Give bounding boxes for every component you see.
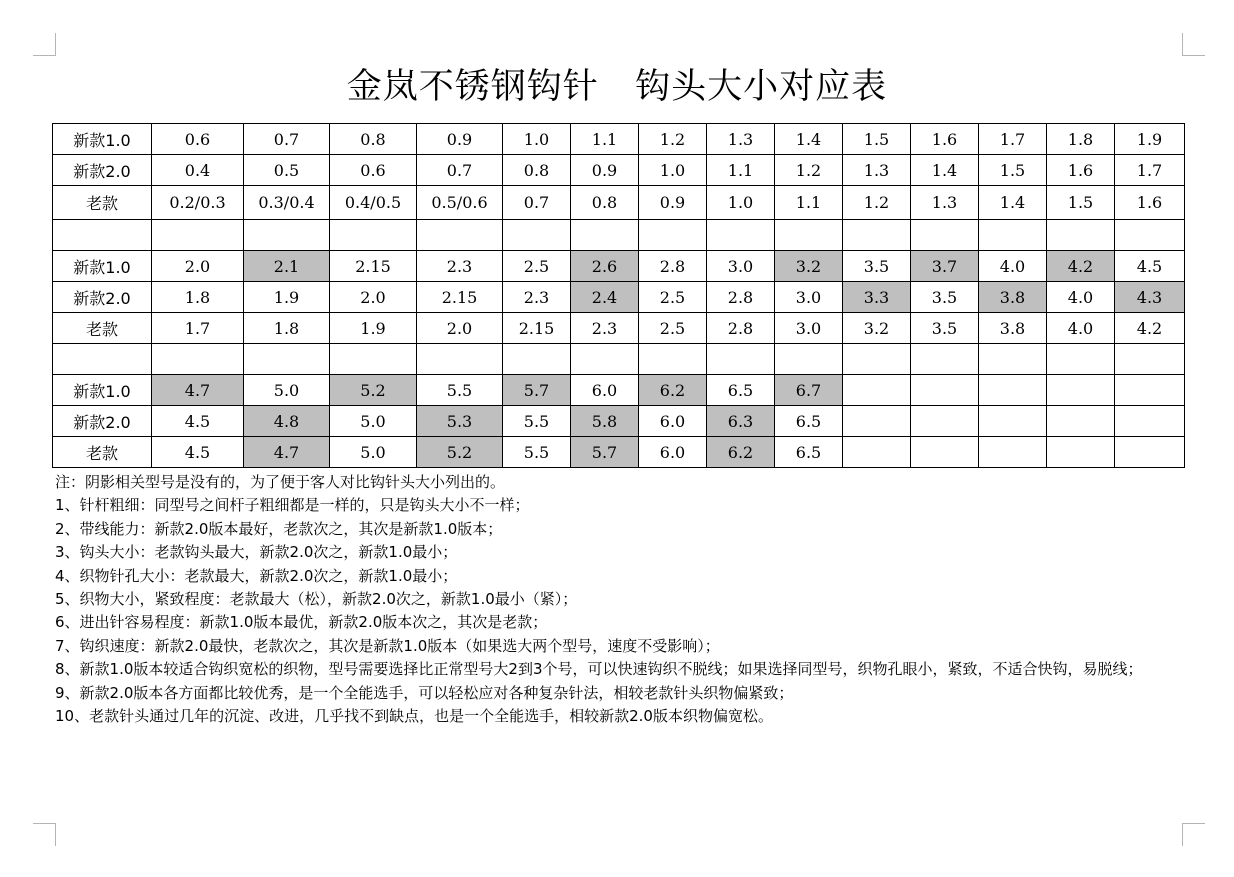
size-cell: 1.7	[979, 124, 1047, 155]
size-cell: 1.8	[1047, 124, 1115, 155]
size-cell: 1.4	[911, 155, 979, 186]
size-cell	[639, 220, 707, 251]
size-cell	[911, 220, 979, 251]
size-cell: 5.5	[503, 406, 571, 437]
size-cell: 2.8	[639, 251, 707, 282]
size-cell: 6.5	[707, 375, 775, 406]
table-row	[53, 313, 1185, 344]
size-cell: 3.0	[775, 313, 843, 344]
size-cell: 0.8	[503, 155, 571, 186]
row-label: 新款2.0	[53, 282, 152, 313]
table-row	[53, 220, 1185, 251]
size-cell: 4.2	[1047, 251, 1115, 282]
size-cell	[1047, 220, 1115, 251]
note-item: 1、针杆粗细：同型号之间杆子粗细都是一样的，只是钩头大小不一样；	[55, 496, 530, 515]
size-cell	[503, 220, 571, 251]
table-row	[53, 251, 1185, 282]
size-cell	[911, 406, 979, 437]
size-cell	[843, 406, 911, 437]
size-cell: 5.7	[503, 375, 571, 406]
size-cell: 6.2	[639, 375, 707, 406]
size-cell: 3.2	[775, 251, 843, 282]
size-cell: 2.5	[503, 251, 571, 282]
size-cell: 2.0	[330, 282, 417, 313]
row-label	[53, 220, 152, 251]
table-row	[53, 124, 1185, 155]
size-cell	[330, 220, 417, 251]
size-cell: 0.7	[417, 155, 503, 186]
size-cell: 1.0	[503, 124, 571, 155]
size-cell	[979, 220, 1047, 251]
row-label: 新款2.0	[53, 155, 152, 186]
size-cell: 3.2	[843, 313, 911, 344]
size-cell	[244, 344, 330, 375]
size-cell: 1.8	[152, 282, 244, 313]
table-row	[53, 437, 1185, 468]
table-row	[53, 375, 1185, 406]
size-table-body	[53, 124, 1185, 468]
size-cell	[843, 220, 911, 251]
size-cell: 2.4	[571, 282, 639, 313]
size-cell	[1115, 406, 1185, 437]
size-cell: 0.8	[571, 186, 639, 220]
note-item: 2、带线能力：新款2.0版本最好，老款次之，其次是新款1.0版本；	[55, 519, 503, 538]
size-cell	[1115, 344, 1185, 375]
note-item: 9、新款2.0版本各方面都比较优秀，是一个全能选手，可以轻松应对各种复杂针法，相较老款针头织物偏紧致；	[55, 683, 794, 702]
size-cell	[775, 220, 843, 251]
row-label	[53, 344, 152, 375]
size-cell	[979, 437, 1047, 468]
size-cell: 2.3	[417, 251, 503, 282]
size-cell: 6.0	[639, 437, 707, 468]
size-cell	[775, 344, 843, 375]
size-cell	[1115, 375, 1185, 406]
size-cell: 2.3	[503, 282, 571, 313]
size-cell: 1.5	[843, 124, 911, 155]
size-cell: 2.8	[707, 282, 775, 313]
size-cell: 1.1	[707, 155, 775, 186]
size-cell	[330, 344, 417, 375]
size-cell: 0.5	[244, 155, 330, 186]
row-label: 新款1.0	[53, 375, 152, 406]
size-cell: 0.6	[330, 155, 417, 186]
size-cell: 1.3	[911, 186, 979, 220]
table-row	[53, 155, 1185, 186]
size-cell: 4.3	[1115, 282, 1185, 313]
size-cell: 4.5	[152, 406, 244, 437]
note-item: 3、钩头大小：老款钩头最大，新款2.0次之，新款1.0最小；	[55, 543, 458, 562]
size-cell: 1.6	[1047, 155, 1115, 186]
size-cell: 1.8	[244, 313, 330, 344]
size-cell	[843, 375, 911, 406]
table-row	[53, 344, 1185, 375]
note-item: 4、织物针孔大小：老款最大，新款2.0次之，新款1.0最小；	[55, 566, 458, 585]
size-cell	[911, 344, 979, 375]
note-item: 10、老款针头通过几年的沉淀、改进，几乎找不到缺点，也是一个全能选手，相较新款2.0版本织物偏宽松。	[55, 707, 773, 726]
size-cell: 5.7	[571, 437, 639, 468]
size-cell: 0.9	[571, 155, 639, 186]
size-cell: 5.8	[571, 406, 639, 437]
size-cell: 0.4	[152, 155, 244, 186]
size-cell	[911, 437, 979, 468]
size-cell: 3.3	[843, 282, 911, 313]
size-cell: 5.2	[417, 437, 503, 468]
size-cell: 1.3	[707, 124, 775, 155]
size-cell: 5.2	[330, 375, 417, 406]
size-cell: 3.7	[911, 251, 979, 282]
size-cell: 5.3	[417, 406, 503, 437]
size-cell: 3.5	[911, 313, 979, 344]
size-cell: 4.7	[152, 375, 244, 406]
size-cell	[1047, 375, 1115, 406]
size-cell	[843, 344, 911, 375]
size-cell: 4.0	[979, 251, 1047, 282]
size-cell: 2.15	[503, 313, 571, 344]
size-cell: 6.2	[707, 437, 775, 468]
size-cell: 6.7	[775, 375, 843, 406]
size-cell: 1.2	[843, 186, 911, 220]
size-cell	[639, 344, 707, 375]
size-cell: 0.6	[152, 124, 244, 155]
size-cell	[843, 437, 911, 468]
size-cell: 0.8	[330, 124, 417, 155]
note-item: 5、织物大小，紧致程度：老款最大（松），新款2.0次之，新款1.0最小（紧）；	[55, 590, 578, 609]
size-cell: 1.1	[571, 124, 639, 155]
size-cell: 1.4	[979, 186, 1047, 220]
note-disclaimer: 注：阴影相关型号是没有的，为了便于客人对比钩针头大小列出的。	[55, 473, 506, 491]
size-cell: 5.0	[330, 406, 417, 437]
size-cell: 4.7	[244, 437, 330, 468]
size-cell	[707, 220, 775, 251]
size-cell: 0.4/0.5	[330, 186, 417, 220]
size-cell: 4.0	[1047, 282, 1115, 313]
size-cell: 2.1	[244, 251, 330, 282]
size-table	[52, 123, 1185, 468]
size-cell: 3.0	[707, 251, 775, 282]
size-cell	[244, 220, 330, 251]
size-cell	[1047, 406, 1115, 437]
size-cell: 0.9	[417, 124, 503, 155]
size-cell	[1115, 437, 1185, 468]
size-cell: 2.0	[417, 313, 503, 344]
size-cell: 1.2	[775, 155, 843, 186]
size-cell: 0.7	[244, 124, 330, 155]
size-cell	[571, 220, 639, 251]
crop-mark-top-left	[33, 33, 56, 56]
size-cell	[152, 344, 244, 375]
size-cell: 0.2/0.3	[152, 186, 244, 220]
size-cell: 0.3/0.4	[244, 186, 330, 220]
size-cell: 4.8	[244, 406, 330, 437]
size-cell: 1.9	[244, 282, 330, 313]
size-cell: 5.5	[503, 437, 571, 468]
size-cell	[979, 344, 1047, 375]
size-cell: 1.3	[843, 155, 911, 186]
row-label: 老款	[53, 186, 152, 220]
size-cell: 1.5	[1047, 186, 1115, 220]
size-cell	[1115, 220, 1185, 251]
row-label: 老款	[53, 313, 152, 344]
size-cell	[417, 220, 503, 251]
size-cell: 0.9	[639, 186, 707, 220]
size-cell: 0.5/0.6	[417, 186, 503, 220]
size-cell: 0.7	[503, 186, 571, 220]
size-cell: 4.2	[1115, 313, 1185, 344]
size-cell: 6.0	[571, 375, 639, 406]
size-cell	[1047, 344, 1115, 375]
size-cell: 1.1	[775, 186, 843, 220]
row-label: 新款1.0	[53, 251, 152, 282]
size-cell	[1047, 437, 1115, 468]
size-cell	[152, 220, 244, 251]
size-cell: 1.9	[330, 313, 417, 344]
size-cell	[911, 375, 979, 406]
size-cell: 6.0	[639, 406, 707, 437]
crop-mark-top-right	[1182, 33, 1205, 56]
note-item: 6、进出针容易程度：新款1.0版本最优，新款2.0版本次之，其次是老款；	[55, 613, 548, 632]
note-item: 7、钩织速度：新款2.0最快，老款次之，其次是新款1.0版本（如果选大两个型号，速度不受影响）；	[55, 636, 720, 655]
size-cell: 5.5	[417, 375, 503, 406]
table-row	[53, 282, 1185, 313]
size-cell: 4.5	[152, 437, 244, 468]
size-cell: 4.0	[1047, 313, 1115, 344]
size-cell: 1.0	[707, 186, 775, 220]
size-cell: 3.8	[979, 282, 1047, 313]
table-row	[53, 186, 1185, 220]
crop-mark-bottom-right	[1182, 823, 1205, 846]
size-cell: 2.15	[330, 251, 417, 282]
row-label: 老款	[53, 437, 152, 468]
size-cell	[979, 375, 1047, 406]
size-cell	[417, 344, 503, 375]
crop-mark-bottom-left	[33, 823, 56, 846]
size-cell	[979, 406, 1047, 437]
size-cell: 1.6	[1115, 186, 1185, 220]
size-cell: 6.3	[707, 406, 775, 437]
size-cell: 2.0	[152, 251, 244, 282]
size-cell: 1.6	[911, 124, 979, 155]
size-cell	[707, 344, 775, 375]
size-cell: 3.0	[775, 282, 843, 313]
size-cell: 1.9	[1115, 124, 1185, 155]
size-cell: 2.6	[571, 251, 639, 282]
size-cell: 3.5	[911, 282, 979, 313]
size-cell	[503, 344, 571, 375]
notes-section	[55, 471, 1185, 728]
size-cell: 1.7	[152, 313, 244, 344]
table-row	[53, 406, 1185, 437]
size-cell: 2.8	[707, 313, 775, 344]
row-label: 新款1.0	[53, 124, 152, 155]
size-cell: 1.2	[639, 124, 707, 155]
page-title: 金岚不锈钢钩针 钩头大小对应表	[346, 67, 888, 107]
size-cell: 5.0	[330, 437, 417, 468]
row-label: 新款2.0	[53, 406, 152, 437]
size-cell: 1.7	[1115, 155, 1185, 186]
size-cell: 2.5	[639, 282, 707, 313]
size-cell: 4.5	[1115, 251, 1185, 282]
size-cell: 6.5	[775, 406, 843, 437]
size-cell: 2.3	[571, 313, 639, 344]
size-cell: 3.5	[843, 251, 911, 282]
size-cell: 6.5	[775, 437, 843, 468]
size-cell: 1.5	[979, 155, 1047, 186]
size-cell: 1.4	[775, 124, 843, 155]
note-item: 8、新款1.0版本较适合钩织宽松的织物，型号需要选择比正常型号大2到3个号，可以快速钩织不脱线；如果选择同型号，织物孔眼小，紧致，不适合快钩，易脱线；	[55, 660, 1143, 679]
size-cell: 3.8	[979, 313, 1047, 344]
size-cell: 1.0	[639, 155, 707, 186]
size-cell: 2.5	[639, 313, 707, 344]
size-cell: 5.0	[244, 375, 330, 406]
size-cell	[571, 344, 639, 375]
size-cell: 2.15	[417, 282, 503, 313]
